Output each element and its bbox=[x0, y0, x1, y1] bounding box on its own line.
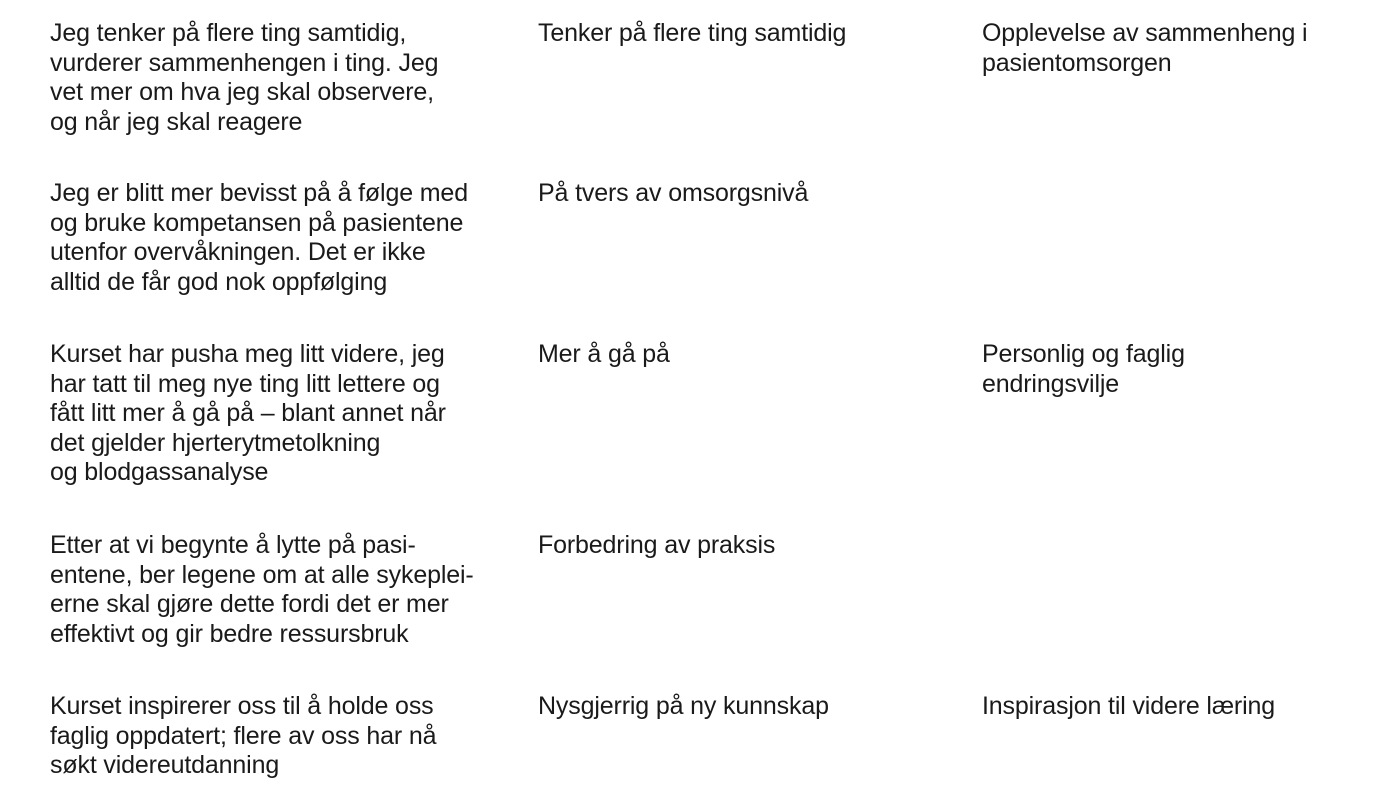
code-text: Forbedring av praksis bbox=[538, 531, 776, 559]
quote-line: Kurset har pusha meg litt videre, jeg bbox=[50, 340, 445, 368]
quote-line: Jeg tenker på flere ting samtidig, bbox=[50, 19, 407, 47]
quote-cell bbox=[50, 19, 530, 137]
quote-line: Etter at vi begynte å lytte på pasi- bbox=[50, 531, 416, 559]
theme-line: pasientomsorgen bbox=[982, 48, 1172, 77]
quote-line: søkt videreutdanning bbox=[50, 751, 280, 779]
quote-line: effektivt og gir bedre ressursbruk bbox=[50, 619, 409, 648]
code-text: Nysgjerrig på ny kunnskap bbox=[538, 692, 829, 720]
quote-line: og når jeg skal reagere bbox=[50, 107, 303, 136]
theme-line: endringsvilje bbox=[982, 369, 1120, 398]
quote-line: fått litt mer å gå på – blant annet når bbox=[50, 399, 446, 427]
quote-line: har tatt til meg nye ting litt lettere og bbox=[50, 369, 440, 398]
code-text: Tenker på flere ting samtidig bbox=[538, 19, 847, 47]
theme-line: Opplevelse av sammenheng i bbox=[982, 19, 1308, 47]
quote-cell bbox=[50, 531, 530, 649]
theme-cell bbox=[982, 692, 1392, 722]
theme-line: Inspirasjon til videre læring bbox=[982, 692, 1276, 720]
code-cell bbox=[538, 19, 968, 49]
theme-cell bbox=[982, 19, 1392, 78]
quote-cell bbox=[50, 179, 530, 297]
code-cell bbox=[538, 179, 968, 209]
quote-line: erne skal gjøre dette fordi det er mer bbox=[50, 590, 449, 618]
quote-line: faglig oppdatert; flere av oss har nå bbox=[50, 721, 437, 750]
quote-line: det gjelder hjerterytmetolkning bbox=[50, 428, 381, 457]
code-text: På tvers av omsorgsnivå bbox=[538, 179, 809, 207]
quote-line: og bruke kompetansen på pasientene bbox=[50, 208, 464, 237]
quote-line: Jeg er blitt mer bevisst på å følge med bbox=[50, 179, 468, 207]
quote-line: vet mer om hva jeg skal observere, bbox=[50, 78, 434, 106]
quote-line: utenfor overvåkningen. Det er ikke bbox=[50, 238, 426, 266]
quote-line: Kurset inspirerer oss til å holde oss bbox=[50, 692, 434, 720]
code-cell bbox=[538, 340, 968, 370]
quote-line: vurderer sammenhengen i ting. Jeg bbox=[50, 48, 439, 77]
quote-line: og blodgassanalyse bbox=[50, 458, 269, 486]
code-text: Mer å gå på bbox=[538, 340, 670, 368]
quote-line: alltid de får god nok oppfølging bbox=[50, 267, 388, 296]
quote-line: entene, ber legene om at alle sykeplei- bbox=[50, 560, 474, 589]
code-cell bbox=[538, 531, 968, 561]
quote-cell bbox=[50, 340, 530, 488]
theme-cell bbox=[982, 340, 1392, 399]
theme-line: Personlig og faglig bbox=[982, 340, 1185, 368]
quote-cell bbox=[50, 692, 530, 781]
code-cell bbox=[538, 692, 968, 722]
